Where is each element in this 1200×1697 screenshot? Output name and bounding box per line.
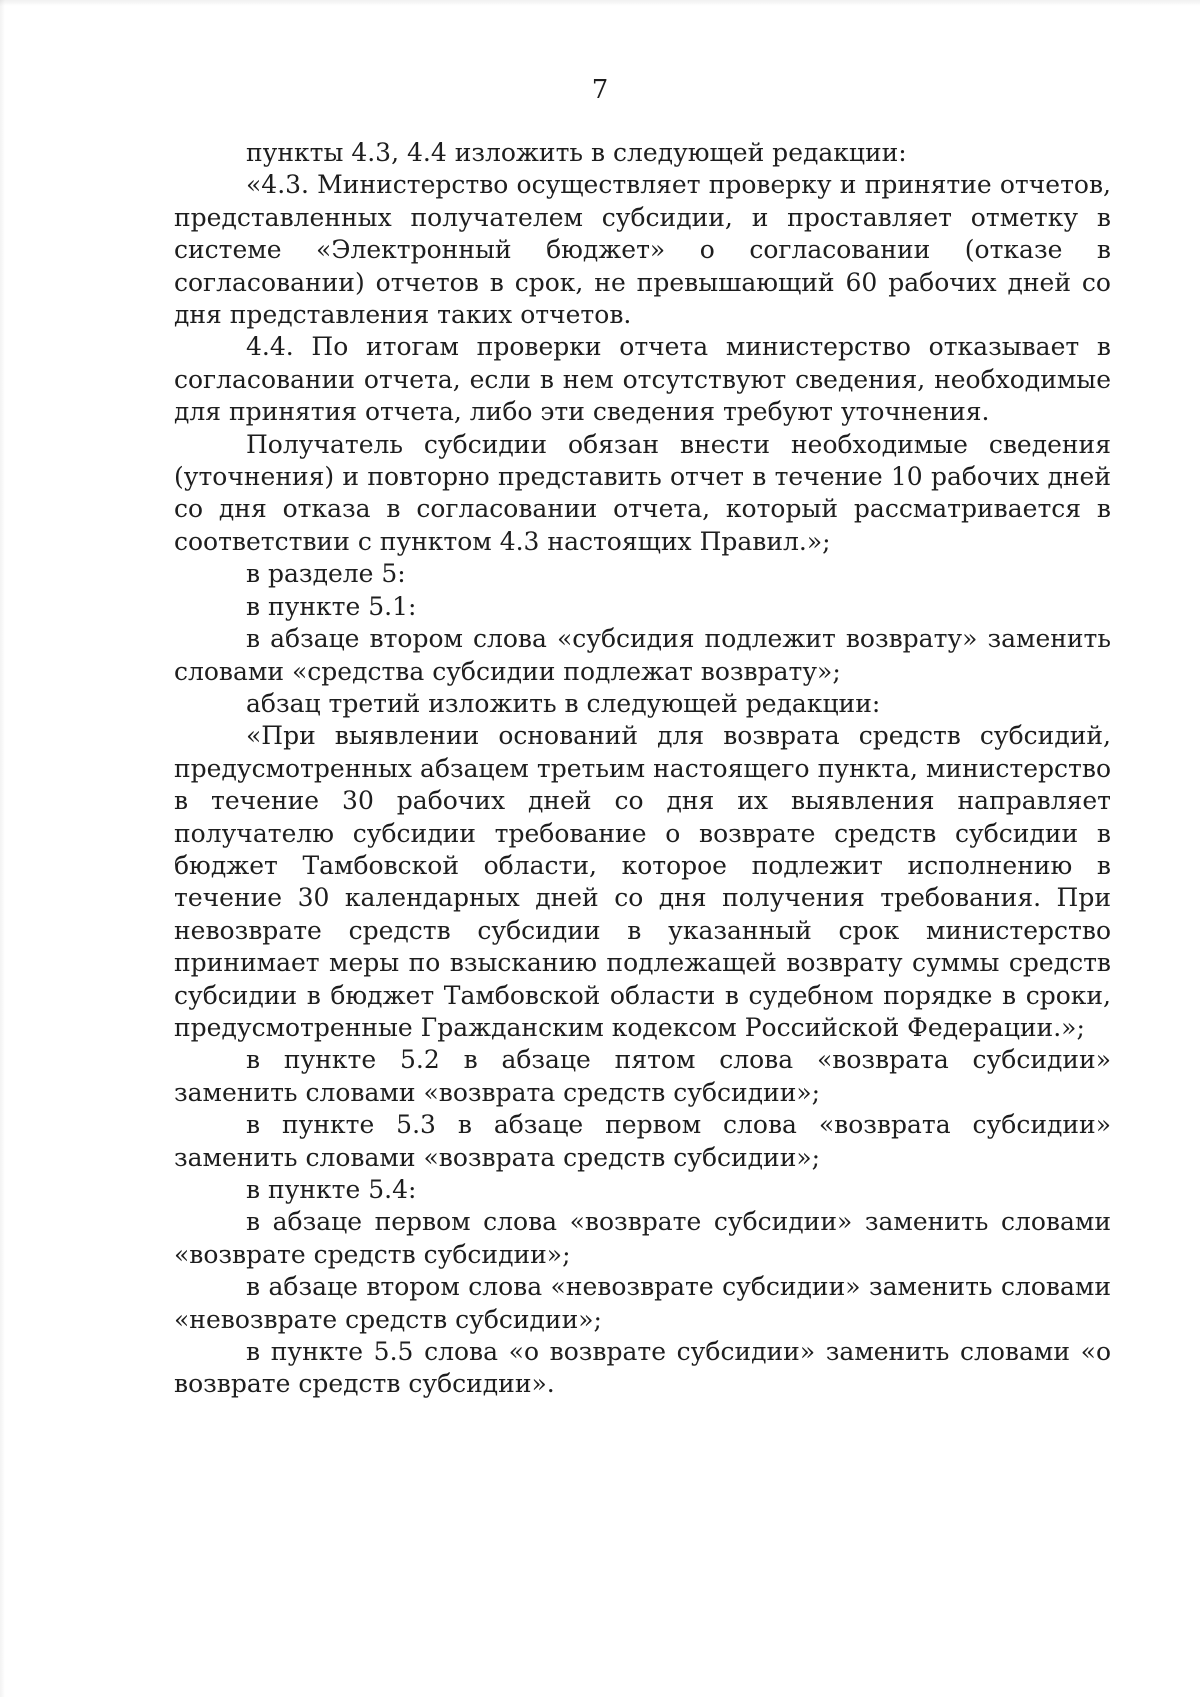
paragraph: «При выявлении оснований для возврата средств субсидий, предусмотренных абзацем третьим настоящего пункта, министерство в течение 30 рабочих дней со дня их выявления направляет получателю субсидии требование о возврате средств субсидии в бюджет Тамбовской области, которое подлежит исполнению в течение 30 календарных дней со дня получения требования. При невозврате средств субсидии в указанный срок министерство принимает меры по взысканию подлежащей возврату суммы средств субсидии в бюджет Тамбовской области в судебном порядке в сроки, предусмотренные Гражданским кодексом Российской Федерации.»;: [174, 721, 1111, 1042]
scan-edge-top: [0, 0, 1200, 6]
paragraph: в пункте 5.3 в абзаце первом слова «возврата субсидии» заменить словами «возврата средств субсидии»;: [174, 1110, 1111, 1172]
paragraph: в пункте 5.1:: [246, 591, 417, 621]
paragraph: в абзаце втором слова «невозврате субсидии» заменить словами «невозврате средств субсидии»;: [174, 1272, 1111, 1334]
paragraph: 4.4. По итогам проверки отчета министерство отказывает в согласовании отчета, если в нем отсутствуют сведения, необходимые для принятия отчета, либо эти сведения требуют уточнения.: [174, 332, 1111, 427]
paragraph: в абзаце первом слова «возврате субсидии» заменить словами «возврате средств субсидии»;: [174, 1207, 1111, 1269]
paragraph: в абзаце втором слова «субсидия подлежит возврату» заменить словами «средства субсидии подлежат возврату»;: [174, 624, 1111, 686]
paragraph: «4.3. Министерство осуществляет проверку и принятие отчетов, представленных получателем субсидии, и проставляет отметку в системе «Электронный бюджет» о согласовании (отказе в согласовании) отчетов в срок, не превышающий 60 рабочих дней со дня представления таких отчетов.: [174, 170, 1111, 330]
paragraph: в пункте 5.4:: [246, 1175, 417, 1204]
paragraph: в пункте 5.5 слова «о возврате субсидии» заменить словами «о возврате средств субсидии».: [174, 1337, 1111, 1399]
paragraph: пункты 4.3, 4.4 изложить в следующей редакции:: [246, 138, 907, 167]
paragraph: в разделе 5:: [246, 559, 406, 589]
paragraph: в пункте 5.2 в абзаце пятом слова «возврата субсидии» заменить словами «возврата средств субсидии»;: [174, 1045, 1111, 1107]
scan-edge-left: [0, 0, 5, 1697]
paragraph: абзац третий изложить в следующей редакции:: [246, 688, 881, 718]
paragraph: Получатель субсидии обязан внести необходимые сведения (уточнения) и повторно представить отчет в течение 10 рабочих дней со дня отказа в согласовании отчета, который рассматривается в соответствии с пунктом 4.3 настоящих Правил.»;: [174, 429, 1111, 556]
document-body: [174, 137, 1111, 1401]
page-number: 7: [591, 75, 609, 105]
